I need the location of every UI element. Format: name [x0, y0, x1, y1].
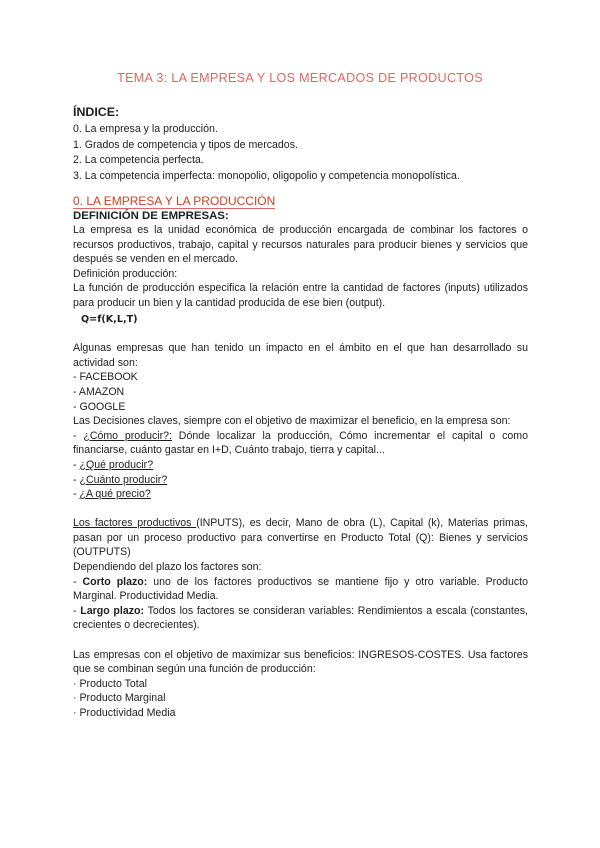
function-item: · Productividad Media: [73, 707, 176, 719]
production-formula: Q=f(K,L,T): [81, 313, 138, 325]
index-item: 0. La empresa y la producción.: [73, 123, 218, 135]
index-list: [73, 122, 460, 184]
factors-rest: (INPUTS), es decir, Mano de obra (L), Capital (k), Materias primas, pasan por un proceso productivo para convertirse en Producto Total (Q): Bienes y servicios (OUTPUTS): [73, 517, 528, 559]
corto-plazo-label: Corto plazo:: [82, 575, 148, 588]
document-title: TEMA 3: LA EMPRESA Y LOS MERCADOS DE PRODUCTOS: [117, 71, 483, 85]
index-item: 1. Grados de competencia y tipos de mercados.: [73, 138, 298, 151]
largo-plazo-label: Largo plazo:: [80, 604, 145, 617]
corto-plazo-text: uno de los factores productivos se mantiene fijo y otro variable. Producto Marginal. Productividad Media.: [73, 575, 528, 603]
index-heading: ÍNDICE:: [73, 105, 120, 119]
section-heading: 0. LA EMPRESA Y LA PRODUCCIÓN: [73, 194, 276, 208]
largo-plazo-text: Todos los factores se consideran variables: Rendimientos a escala (constantes, crecientes o decrecientes).: [73, 604, 528, 632]
function-item: · Producto Marginal: [73, 692, 166, 705]
company-item: - GOOGLE: [73, 400, 126, 413]
impact-text: Algunas empresas que han tenido un impacto en el ámbito en el que han desarrollado su actividad son:: [73, 342, 528, 369]
benefit-text: Las empresas con el objetivo de maximizar sus beneficios: INGRESOS-COSTES. Usa factores que se combinan según una función de producción:: [73, 648, 528, 676]
decision-cuanto: [73, 473, 528, 488]
definition-heading: DEFINICIÓN DE EMPRESAS:: [73, 210, 229, 222]
decision-como-label: ¿Cómo producir?:: [83, 429, 172, 442]
decision-bullet: -: [73, 429, 84, 442]
decisions-text: Las Decisiones claves, siempre con el objetivo de maximizar el beneficio, en la empresa son:: [73, 415, 511, 428]
decision-precio-label: ¿A qué precio?: [79, 488, 151, 501]
spacer: [73, 327, 528, 342]
decision-precio: [73, 487, 528, 502]
function-item: · Producto Total: [73, 677, 148, 690]
section-content: [73, 209, 528, 721]
factors-text: [73, 516, 528, 560]
decision-que-label: ¿Qué producir?: [79, 458, 154, 471]
largo-plazo: [73, 604, 528, 633]
production-label: Definición producción:: [73, 267, 178, 280]
decision-cuanto-label: ¿Cuánto producir?: [79, 473, 168, 486]
decision-que: [73, 458, 528, 473]
spacer: [73, 633, 528, 648]
bullet: -: [73, 604, 81, 617]
decision-bullet: -: [73, 473, 80, 486]
company-item: - AMAZON: [73, 385, 125, 398]
decision-como-text: Dónde localizar la producción, Cómo incrementar el capital o como financiarse, cuánto gastar en I+D, Cuánto trabajo, tierra y capital...: [73, 429, 528, 457]
company-item: - FACEBOOK: [73, 371, 138, 384]
decision-como: [73, 429, 528, 458]
index-item: 2. La competencia perfecta.: [73, 154, 204, 167]
spacer: [73, 502, 528, 517]
factors-label: Los factores productivos: [73, 517, 197, 530]
index-item: 3. La competencia imperfecta: monopolio, oligopolio y competencia monopolística.: [73, 169, 460, 182]
bullet: -: [73, 575, 83, 588]
corto-plazo: [73, 575, 528, 604]
definition-text: La empresa es la unidad económica de producción encargada de combinar los factores o recursos productivos, trabajo, capital y recursos naturales para producir bienes y servicios que después se venden en el mercado.: [73, 224, 528, 266]
decision-bullet: -: [73, 458, 80, 471]
plazo-text: Dependiendo del plazo los factores son:: [73, 561, 262, 574]
production-text: La función de producción especifica la relación entre la cantidad de factores (inputs) utilizados para producir un bien y la cantidad producida de ese bien (output).: [73, 282, 528, 309]
decision-bullet: -: [73, 488, 80, 501]
